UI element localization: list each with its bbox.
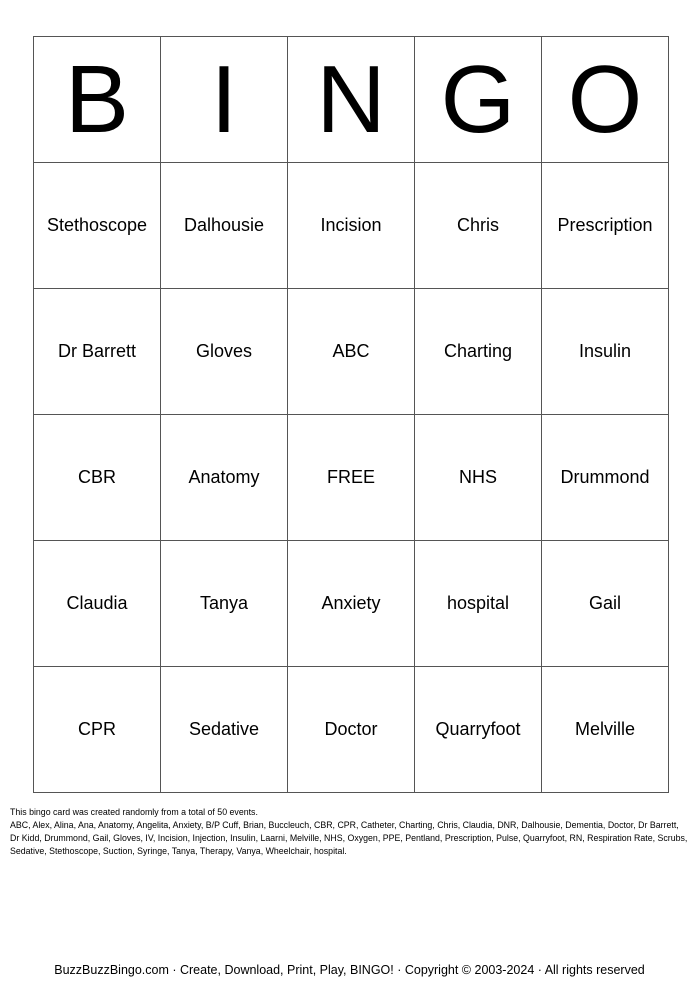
card-row: [34, 415, 669, 541]
card-cell: Anxiety: [288, 541, 415, 667]
bingo-card: [33, 36, 669, 793]
card-cell: Prescription: [542, 163, 669, 289]
footer-copyright: BuzzBuzzBingo.com · Create, Download, Print, Play, BINGO! · Copyright © 2003-2024 · All rights reserved: [54, 963, 645, 977]
card-cell: Charting: [415, 289, 542, 415]
card-cell: Incision: [288, 163, 415, 289]
card-cell: Dalhousie: [161, 163, 288, 289]
header-row: [34, 37, 669, 163]
card-cell: Chris: [415, 163, 542, 289]
card-cell: Quarryfoot: [415, 667, 542, 793]
card-cell: Doctor: [288, 667, 415, 793]
card-info-note: [10, 806, 690, 858]
card-cell: Melville: [542, 667, 669, 793]
note-intro: This bingo card was created randomly from a total of 50 events.: [10, 807, 258, 817]
card-cell: Gloves: [161, 289, 288, 415]
note-events-list: ABC, Alex, Alina, Ana, Anatomy, Angelita, Anxiety, B/P Cuff, Brian, Buccleuch, CBR, CPR, Catheter, Charting, Chris, Claudia, DNR, Dalhousie, Dementia, Doctor, Dr Barrett, Dr Kidd, Drummond, Gail, Gloves, IV, Incision, Injection, Insulin, Laarni, Melville, NHS, Oxygen, PPE, Pentland, Prescription, Pulse, Quarryfoot, RN, Respiration Rate, Scrubs, Sedative, Stethoscope, Suction, Syringe, Tanya, Therapy, Vanya, Wheelchair, hospital.: [10, 820, 688, 856]
card-cell: Sedative: [161, 667, 288, 793]
card-cell: Tanya: [161, 541, 288, 667]
free-space-cell: FREE: [288, 415, 415, 541]
header-letter: B: [34, 37, 161, 163]
card-cell: Drummond: [542, 415, 669, 541]
card-cell: CPR: [34, 667, 161, 793]
card-row: [34, 289, 669, 415]
header-letter: I: [161, 37, 288, 163]
card-cell: CBR: [34, 415, 161, 541]
card-cell: Insulin: [542, 289, 669, 415]
card-row: [34, 541, 669, 667]
header-letter: O: [542, 37, 669, 163]
card-cell: Anatomy: [161, 415, 288, 541]
card-cell: Dr Barrett: [34, 289, 161, 415]
card-cell: Claudia: [34, 541, 161, 667]
header-letter: N: [288, 37, 415, 163]
card-row: [34, 667, 669, 793]
card-cell: Stethoscope: [34, 163, 161, 289]
card-cell: NHS: [415, 415, 542, 541]
header-letter: G: [415, 37, 542, 163]
card-row: [34, 163, 669, 289]
card-cell: ABC: [288, 289, 415, 415]
card-cell: Gail: [542, 541, 669, 667]
card-cell: hospital: [415, 541, 542, 667]
